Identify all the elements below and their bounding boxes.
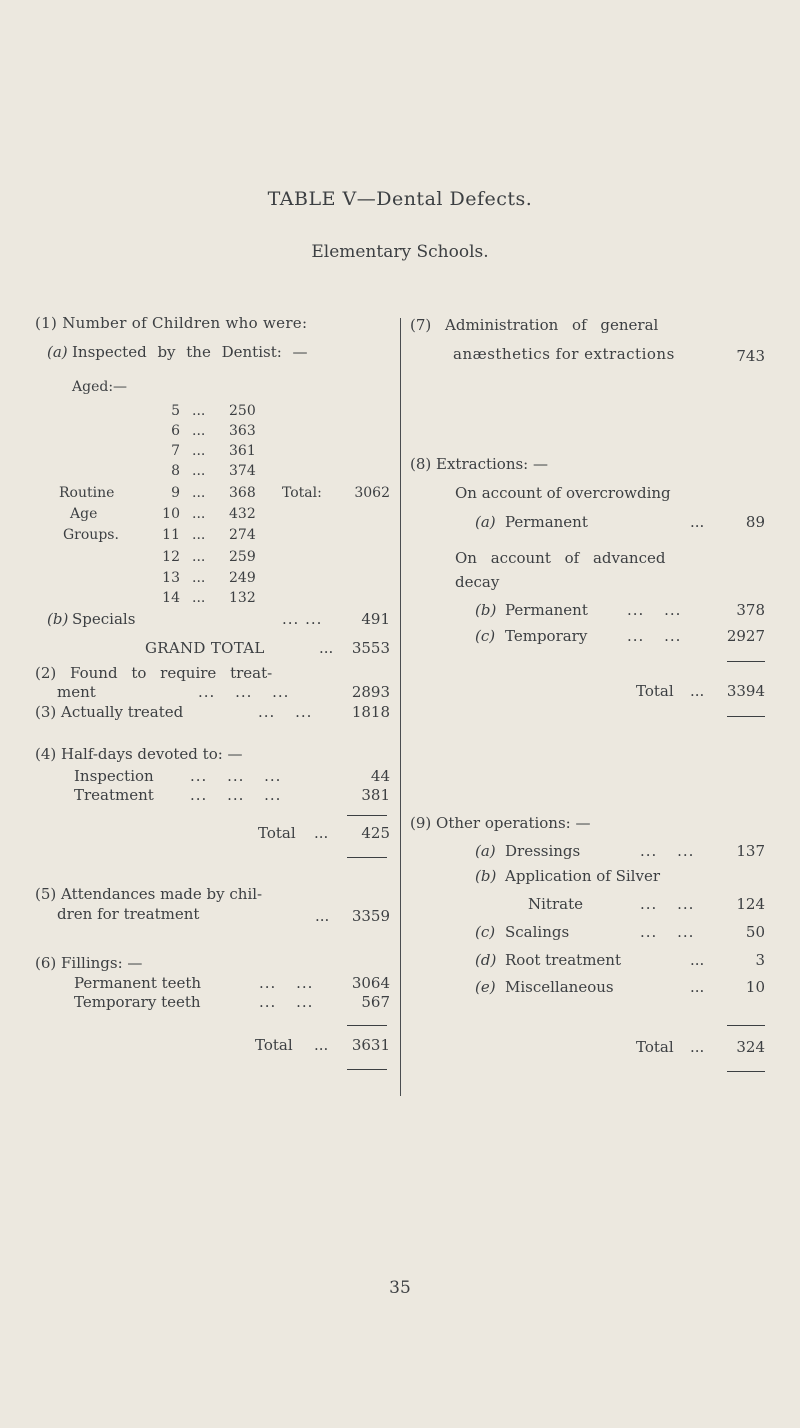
leader-dots: ... <box>192 506 206 522</box>
age-count: 259 <box>229 549 256 565</box>
rule <box>727 1025 765 1026</box>
leader-dots: ... <box>690 513 705 531</box>
other-ops-total-value: 324 <box>736 1038 765 1056</box>
extractions-total-label: Total <box>636 682 674 700</box>
section-9c-label: (c) <box>475 923 496 941</box>
section-1a-label: (a) <box>47 343 68 361</box>
leader-dots: ... <box>192 485 206 501</box>
section-9d-label: (d) <box>475 951 497 969</box>
section-9-heading: (9) Other operations: — <box>410 814 591 832</box>
decay-permanent-value: 378 <box>736 601 765 619</box>
fillings-total-value: 3631 <box>351 1036 390 1054</box>
halfdays-total-label: Total <box>258 824 296 842</box>
group-label-routine: Routine <box>59 485 115 501</box>
root-treatment-value: 3 <box>755 951 765 969</box>
age-count: 363 <box>229 423 256 439</box>
age-value: 5 <box>171 403 180 419</box>
section-6-heading: (6) Fillings: — <box>35 954 143 972</box>
leader-dots: ... <box>192 549 206 565</box>
inspection-label: Inspection <box>74 767 154 785</box>
leader-dots: ... <box>690 1038 705 1056</box>
leader-dots: ... <box>192 590 206 606</box>
leader-dots: ... ... <box>259 993 314 1011</box>
section-5-line1: (5) Attendances made by chil- <box>35 885 263 903</box>
rule <box>727 661 765 662</box>
rule <box>347 857 387 858</box>
age-value: 13 <box>162 570 180 586</box>
column-divider <box>400 318 401 1096</box>
grand-total-value: 3553 <box>351 639 390 657</box>
leader-dots: ... <box>192 527 206 543</box>
anaesthetics-value: 743 <box>736 347 765 365</box>
temporary-teeth-label: Temporary teeth <box>74 993 201 1011</box>
age-count: 361 <box>229 443 256 459</box>
silver-nitrate-value: 124 <box>736 895 765 913</box>
age-value: 7 <box>171 443 180 459</box>
group-label-groups: Groups. <box>63 527 119 543</box>
leader-dots: ... <box>192 463 206 479</box>
temporary-teeth-value: 567 <box>361 993 390 1011</box>
section-1-heading: (1) Number of Children who were: <box>35 314 308 332</box>
section-8b-text: Permanent <box>505 601 588 619</box>
treatment-value: 381 <box>361 786 390 804</box>
miscellaneous-value: 10 <box>745 978 765 996</box>
leader-dots: ... ... <box>259 974 314 992</box>
section-7-line2: anæsthetics for extractions <box>453 345 675 363</box>
section-7-line1: (7) Administration of general <box>410 316 659 334</box>
section-9a-text: Dressings <box>505 842 581 860</box>
age-value: 14 <box>162 590 180 606</box>
overcrowding-permanent-value: 89 <box>745 513 765 531</box>
page-title: TABLE V—Dental Defects. <box>267 188 533 210</box>
rule <box>727 1071 765 1072</box>
section-9d-text: Root treatment <box>505 951 621 969</box>
actually-treated-value: 1818 <box>351 703 390 721</box>
leader-dots: ... <box>690 978 705 996</box>
leader-dots: ... ... <box>627 601 682 619</box>
leader-dots: ... <box>192 570 206 586</box>
section-8c-text: Temporary <box>505 627 588 645</box>
section-9b-text-line2: Nitrate <box>528 895 583 913</box>
leader-dots: ... <box>192 423 206 439</box>
section-9b-label: (b) <box>475 867 497 885</box>
leader-dots: ... ... <box>258 703 313 721</box>
page-subtitle: Elementary Schools. <box>311 242 489 262</box>
scalings-value: 50 <box>745 923 765 941</box>
leader-dots: ... <box>314 1036 329 1054</box>
grand-total-label: GRAND TOTAL <box>145 639 265 657</box>
age-count: 250 <box>229 403 256 419</box>
age-value: 6 <box>171 423 180 439</box>
section-9c-text: Scalings <box>505 923 570 941</box>
other-ops-total-label: Total <box>636 1038 674 1056</box>
age-value: 10 <box>162 506 180 522</box>
routine-total-label: Total: <box>282 485 322 501</box>
rule <box>727 716 765 717</box>
age-count: 432 <box>229 506 256 522</box>
leader-dots: ... ... ... <box>190 786 282 804</box>
age-count: 374 <box>229 463 256 479</box>
page-number: 35 <box>389 1278 411 1298</box>
treatment-label: Treatment <box>74 786 154 804</box>
leader-dots: ... ... <box>640 842 695 860</box>
age-count: 368 <box>229 485 256 501</box>
inspection-value: 44 <box>370 767 390 785</box>
section-4-heading: (4) Half-days devoted to: — <box>35 745 243 763</box>
age-value: 9 <box>171 485 180 501</box>
section-8a-label: (a) <box>475 513 496 531</box>
section-8a-text: Permanent <box>505 513 588 531</box>
decay-temporary-value: 2927 <box>726 627 765 645</box>
group-label-age: Age <box>70 506 98 522</box>
leader-dots: ... ... <box>640 895 695 913</box>
age-value: 8 <box>171 463 180 479</box>
section-3-label: (3) Actually treated <box>35 703 184 721</box>
leader-dots: ... <box>192 443 206 459</box>
leader-dots: ... ... <box>282 610 323 628</box>
section-9e-text: Miscellaneous <box>505 978 614 996</box>
found-treatment-value: 2893 <box>351 683 390 701</box>
section-2-line1: (2) Found to require treat- <box>35 664 273 682</box>
leader-dots: ... <box>319 639 334 657</box>
leader-dots: ... ... <box>640 923 695 941</box>
leader-dots: ... ... ... <box>198 683 290 701</box>
attendances-value: 3359 <box>351 907 390 925</box>
section-1b-text: Specials <box>72 610 136 628</box>
age-value: 11 <box>162 527 180 543</box>
section-2-line2: ment <box>57 683 96 701</box>
advanced-decay-line2: decay <box>455 573 500 591</box>
fillings-total-label: Total <box>255 1036 293 1054</box>
advanced-decay-line1: On account of advanced <box>455 549 666 567</box>
dressings-value: 137 <box>736 842 765 860</box>
leader-dots: ... ... <box>627 627 682 645</box>
section-8c-label: (c) <box>475 627 496 645</box>
specials-value: 491 <box>361 610 390 628</box>
section-9b-text-line1: Application of Silver <box>505 867 661 885</box>
section-8b-label: (b) <box>475 601 497 619</box>
halfdays-total-value: 425 <box>361 824 390 842</box>
leader-dots: ... <box>690 682 705 700</box>
age-value: 12 <box>162 549 180 565</box>
permanent-teeth-label: Permanent teeth <box>74 974 202 992</box>
leader-dots: ... <box>315 907 330 925</box>
section-1b-label: (b) <box>47 610 69 628</box>
rule <box>347 815 387 816</box>
section-9e-label: (e) <box>475 978 496 996</box>
leader-dots: ... <box>192 403 206 419</box>
aged-label: Aged:— <box>72 379 128 395</box>
age-count: 132 <box>229 590 256 606</box>
section-5-line2: dren for treatment <box>57 905 200 923</box>
rule <box>347 1069 387 1070</box>
age-count: 274 <box>229 527 256 543</box>
leader-dots: ... ... ... <box>190 767 282 785</box>
permanent-teeth-value: 3064 <box>351 974 390 992</box>
section-1a-text: Inspected by the Dentist: — <box>72 343 308 361</box>
rule <box>347 1025 387 1026</box>
section-8-heading: (8) Extractions: — <box>410 455 549 473</box>
leader-dots: ... <box>690 951 705 969</box>
extractions-total-value: 3394 <box>726 682 765 700</box>
section-9a-label: (a) <box>475 842 496 860</box>
routine-total-value: 3062 <box>354 485 390 501</box>
age-count: 249 <box>229 570 256 586</box>
overcrowding-label: On account of overcrowding <box>455 484 671 502</box>
leader-dots: ... <box>314 824 329 842</box>
